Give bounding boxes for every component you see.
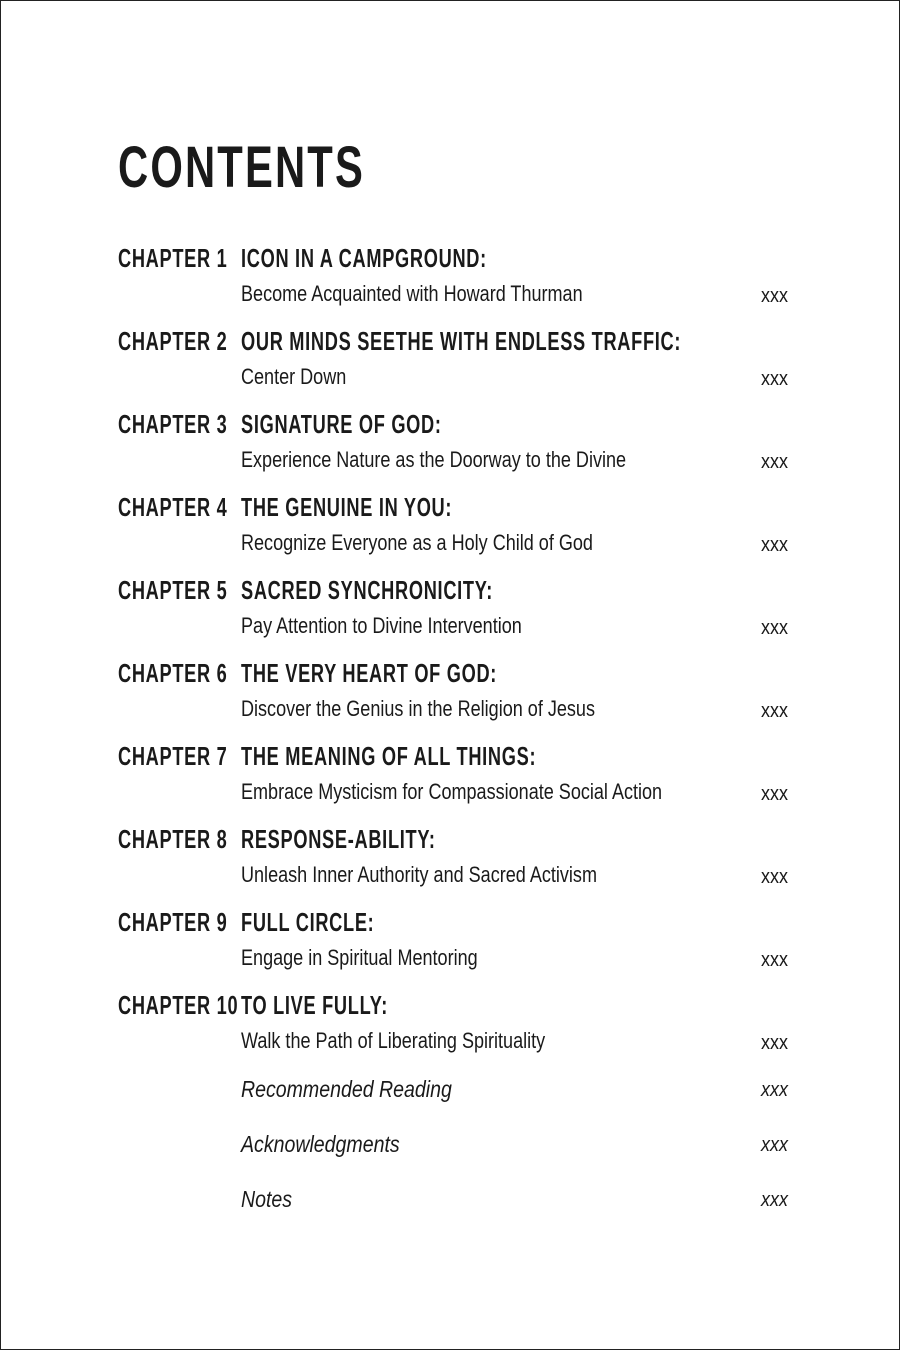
chapter-subtitle: Discover the Genius in the Religion of Jesus: [241, 696, 595, 721]
page-title: CONTENTS: [118, 135, 365, 200]
back-matter-notes: [118, 1184, 788, 1239]
chapter-subtitle: Walk the Path of Liberating Spirituality: [241, 1028, 546, 1053]
chapter-title: RESPONSE-ABILITY:: [241, 824, 436, 854]
chapter-subtitle: Embrace Mysticism for Compassionate Social Action: [241, 779, 663, 804]
chapter-title: THE VERY HEART OF GOD:: [241, 658, 498, 688]
chapter-label: CHAPTER 4: [118, 492, 228, 522]
chapter-label: CHAPTER 8: [118, 824, 228, 854]
page-number: xxx: [761, 617, 788, 639]
chapter-3-entry: [118, 408, 788, 491]
page-number: xxx: [761, 534, 788, 556]
page-number: xxx: [761, 949, 788, 971]
page-number: xxx: [761, 368, 788, 390]
chapter-10-entry: [118, 989, 788, 1072]
page-number: xxx: [761, 1134, 788, 1156]
back-matter-title: Acknowledgments: [241, 1131, 400, 1157]
page-number: xxx: [761, 1189, 788, 1211]
chapter-8-entry: [118, 823, 788, 906]
chapter-title: FULL CIRCLE:: [241, 907, 375, 937]
back-matter-acknowledgments: [118, 1129, 788, 1184]
chapter-subtitle: Engage in Spiritual Mentoring: [241, 945, 478, 970]
back-matter-title: Recommended Reading: [241, 1076, 452, 1102]
chapter-label: CHAPTER 6: [118, 658, 228, 688]
chapter-label: CHAPTER 9: [118, 907, 228, 937]
chapter-label: CHAPTER 10: [118, 990, 239, 1020]
chapter-7-entry: [118, 740, 788, 823]
chapter-9-entry: [118, 906, 788, 989]
chapter-title: THE MEANING OF ALL THINGS:: [241, 741, 537, 771]
page-number: xxx: [761, 1032, 788, 1054]
chapter-subtitle: Experience Nature as the Doorway to the Divine: [241, 447, 627, 472]
chapter-label: CHAPTER 5: [118, 575, 228, 605]
chapter-title: ICON IN A CAMPGROUND:: [241, 243, 487, 273]
chapter-title: SIGNATURE OF GOD:: [241, 409, 442, 439]
chapter-2-entry: [118, 325, 788, 408]
page-number: xxx: [761, 783, 788, 805]
chapter-label: CHAPTER 1: [118, 243, 228, 273]
page-number: xxx: [761, 451, 788, 473]
chapter-label: CHAPTER 3: [118, 409, 228, 439]
chapter-4-entry: [118, 491, 788, 574]
chapter-title: SACRED SYNCHRONICITY:: [241, 575, 493, 605]
back-matter-title: Notes: [241, 1186, 293, 1212]
back-matter-recommended-reading: [118, 1074, 788, 1129]
page-number: xxx: [761, 1079, 788, 1101]
chapter-subtitle: Unleash Inner Authority and Sacred Activism: [241, 862, 597, 887]
page-number: xxx: [761, 866, 788, 888]
chapter-label: CHAPTER 7: [118, 741, 228, 771]
chapter-1-entry: [118, 242, 788, 325]
page-number: xxx: [761, 700, 788, 722]
chapter-title: TO LIVE FULLY:: [241, 990, 388, 1020]
chapter-6-entry: [118, 657, 788, 740]
chapter-5-entry: [118, 574, 788, 657]
chapter-title: OUR MINDS SEETHE WITH ENDLESS TRAFFIC:: [241, 326, 682, 356]
table-of-contents: [118, 242, 788, 1239]
page-number: xxx: [761, 285, 788, 307]
chapter-label: CHAPTER 2: [118, 326, 228, 356]
chapter-subtitle: Center Down: [241, 364, 347, 389]
chapter-subtitle: Pay Attention to Divine Intervention: [241, 613, 522, 638]
chapter-subtitle: Become Acquainted with Howard Thurman: [241, 281, 583, 306]
chapter-title: THE GENUINE IN YOU:: [241, 492, 453, 522]
chapter-subtitle: Recognize Everyone as a Holy Child of God: [241, 530, 593, 555]
